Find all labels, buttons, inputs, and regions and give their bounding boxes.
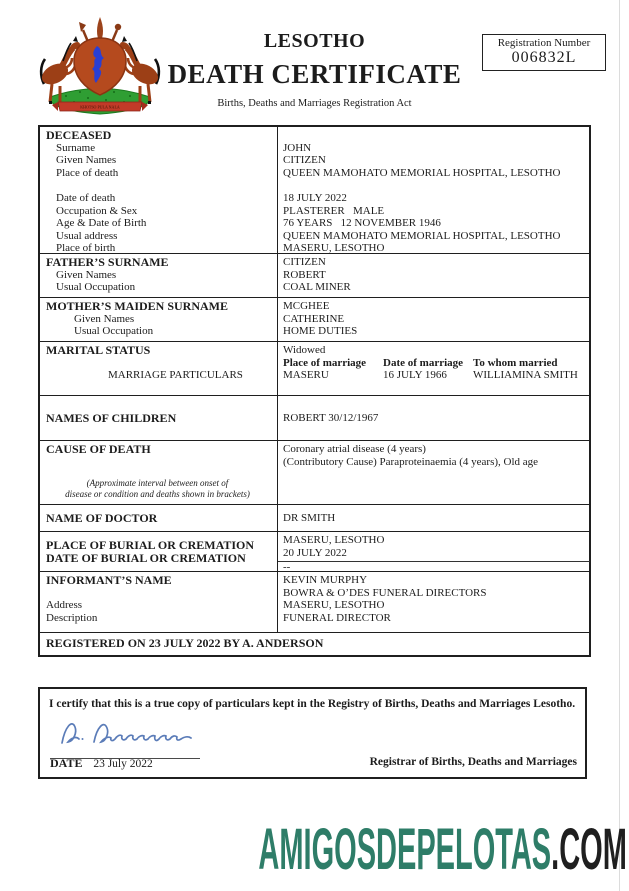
marriage-col-place: Place of marriage bbox=[283, 356, 367, 369]
deceased-value-given-names: CITIZEN bbox=[283, 154, 326, 167]
row-doctor bbox=[40, 504, 589, 531]
marriage-col-spouse: To whom married bbox=[473, 356, 558, 369]
father-label-usual-occupation: Usual Occupation bbox=[56, 281, 136, 294]
mother-value-surname: MCGHEE bbox=[283, 300, 330, 312]
father-value-usual-occupation: COAL MINER bbox=[283, 281, 351, 294]
burial-sub-divider bbox=[278, 561, 590, 562]
deceased-label-place-of-birth: Place of birth bbox=[56, 242, 116, 255]
spacer bbox=[46, 587, 273, 600]
row-deceased bbox=[40, 127, 589, 253]
mother-value-given-names: CATHERINE bbox=[283, 312, 345, 325]
marital-heading: MARITAL STATUS bbox=[46, 343, 151, 357]
certification-box bbox=[38, 687, 587, 779]
row-father bbox=[40, 253, 589, 297]
certification-text: I certify that this is a true copy of particulars kept in the Registry of Births, Deaths and Marriages Lesotho. bbox=[49, 698, 576, 710]
watermark-main: AMIGOSDEPELOTAS bbox=[258, 817, 552, 882]
registration-number-box bbox=[482, 34, 606, 71]
marriage-particulars-label: MARRIAGE PARTICULARS bbox=[108, 369, 243, 382]
cause-line-2: (Contributory Cause) Paraproteinaemia (4 years), Old age bbox=[283, 455, 539, 468]
spacer bbox=[283, 179, 585, 192]
row-cause-of-death bbox=[40, 440, 589, 504]
burial-dash: -- bbox=[283, 561, 291, 574]
children-value: ROBERT 30/12/1967 bbox=[283, 411, 379, 424]
page-edge-line bbox=[619, 0, 620, 891]
informant-value-name: KEVIN MURPHY bbox=[283, 574, 368, 586]
doctor-heading: NAME OF DOCTOR bbox=[46, 510, 158, 525]
marriage-value-place: MASERU bbox=[283, 369, 329, 382]
father-value-given-names: ROBERT bbox=[283, 268, 326, 281]
date-label: DATE bbox=[50, 756, 83, 770]
row-burial bbox=[40, 531, 589, 574]
motto-text: KHOTSO PULA NALA bbox=[80, 104, 120, 110]
father-heading: FATHER’S SURNAME bbox=[46, 255, 169, 269]
father-label-given-names: Given Names bbox=[56, 268, 117, 281]
deceased-heading: DECEASED bbox=[46, 128, 112, 142]
deceased-value-age-dob: 76 YEARS 12 NOVEMBER 1946 bbox=[283, 217, 441, 230]
registration-number-value: 006832L bbox=[511, 49, 577, 66]
mother-value-usual-occupation: HOME DUTIES bbox=[283, 325, 358, 338]
registrar-title: Registrar of Births, Deaths and Marriages bbox=[369, 756, 577, 768]
marriage-col-date: Date of marriage bbox=[383, 356, 464, 369]
certification-footer bbox=[50, 756, 577, 771]
certificate-title: DEATH CERTIFICATE bbox=[167, 59, 462, 89]
deceased-label-surname: Surname bbox=[56, 141, 96, 154]
burial-place-heading: PLACE OF BURIAL OR CREMATION bbox=[46, 537, 255, 552]
deceased-label-place-of-death: Place of death bbox=[56, 166, 119, 179]
informant-heading: INFORMANT’S NAME bbox=[46, 573, 172, 587]
father-value-surname: CITIZEN bbox=[283, 256, 326, 268]
row-children bbox=[40, 395, 589, 440]
row-marital-status bbox=[40, 341, 589, 395]
deceased-value-place-of-birth: MASERU, LESOTHO bbox=[283, 242, 385, 255]
deceased-value-occupation-sex: PLASTERER MALE bbox=[283, 204, 385, 217]
registration-number-label: Registration Number bbox=[497, 37, 591, 49]
deceased-value-place-of-death: QUEEN MAMOHATO MEMORIAL HOSPITAL, LESOTHO bbox=[283, 166, 561, 179]
deceased-value-date-of-death: 18 JULY 2022 bbox=[283, 191, 347, 204]
row-registered bbox=[40, 632, 589, 655]
deceased-label-date-of-death: Date of death bbox=[56, 191, 116, 204]
cause-note: (Approximate interval between onset of disease or condition and deaths shown in brackets) bbox=[65, 478, 250, 499]
marriage-value-spouse: WILLIAMINA SMITH bbox=[473, 369, 578, 382]
registered-text: REGISTERED ON 23 JULY 2022 BY A. ANDERSON bbox=[46, 636, 324, 650]
deceased-label-usual-address: Usual address bbox=[56, 229, 118, 242]
burial-date-heading: DATE OF BURIAL OR CREMATION bbox=[46, 550, 246, 565]
informant-value-company: BOWRA & O’DES FUNERAL DIRECTORS bbox=[283, 586, 487, 599]
cause-line-1: Coronary atrial disease (4 years) bbox=[283, 443, 426, 455]
burial-date-value: 20 JULY 2022 bbox=[283, 546, 347, 559]
burial-place-value: MASERU, LESOTHO bbox=[283, 534, 385, 546]
doctor-value: DR SMITH bbox=[283, 511, 336, 524]
deceased-value-surname: JOHN bbox=[283, 141, 312, 154]
deceased-label-occupation-sex: Occupation & Sex bbox=[56, 204, 138, 217]
informant-value-address: MASERU, LESOTHO bbox=[283, 599, 385, 612]
deceased-label-given-names: Given Names bbox=[56, 154, 117, 167]
marital-status-value: Widowed bbox=[283, 344, 326, 356]
date-value: 23 July 2022 bbox=[93, 758, 153, 770]
marriage-value-date: 16 JULY 1966 bbox=[383, 369, 447, 382]
informant-label-address: Address bbox=[46, 599, 83, 612]
spacer bbox=[46, 179, 273, 192]
country-title: LESOTHO bbox=[263, 30, 366, 52]
mother-label-given-names: Given Names bbox=[74, 312, 135, 325]
cause-heading: CAUSE OF DEATH bbox=[46, 442, 151, 456]
certificate-table bbox=[38, 125, 591, 657]
informant-value-description: FUNERAL DIRECTOR bbox=[283, 611, 391, 624]
watermark-logo bbox=[258, 817, 627, 882]
act-subtitle: Births, Deaths and Marriages Registration Act bbox=[217, 98, 412, 109]
deceased-value-usual-address: QUEEN MAMOHATO MEMORIAL HOSPITAL, LESOTHO bbox=[283, 229, 561, 242]
deceased-label-age-dob: Age & Date of Birth bbox=[56, 217, 147, 230]
row-mother bbox=[40, 297, 589, 341]
mother-heading: MOTHER’S MAIDEN SURNAME bbox=[46, 299, 229, 313]
row-informant bbox=[40, 571, 589, 632]
registrar-signature bbox=[54, 711, 224, 755]
mother-label-usual-occupation: Usual Occupation bbox=[74, 325, 154, 338]
informant-label-description: Description bbox=[46, 611, 98, 624]
children-heading: NAMES OF CHILDREN bbox=[46, 410, 177, 425]
watermark-tld: .COM bbox=[551, 817, 627, 882]
